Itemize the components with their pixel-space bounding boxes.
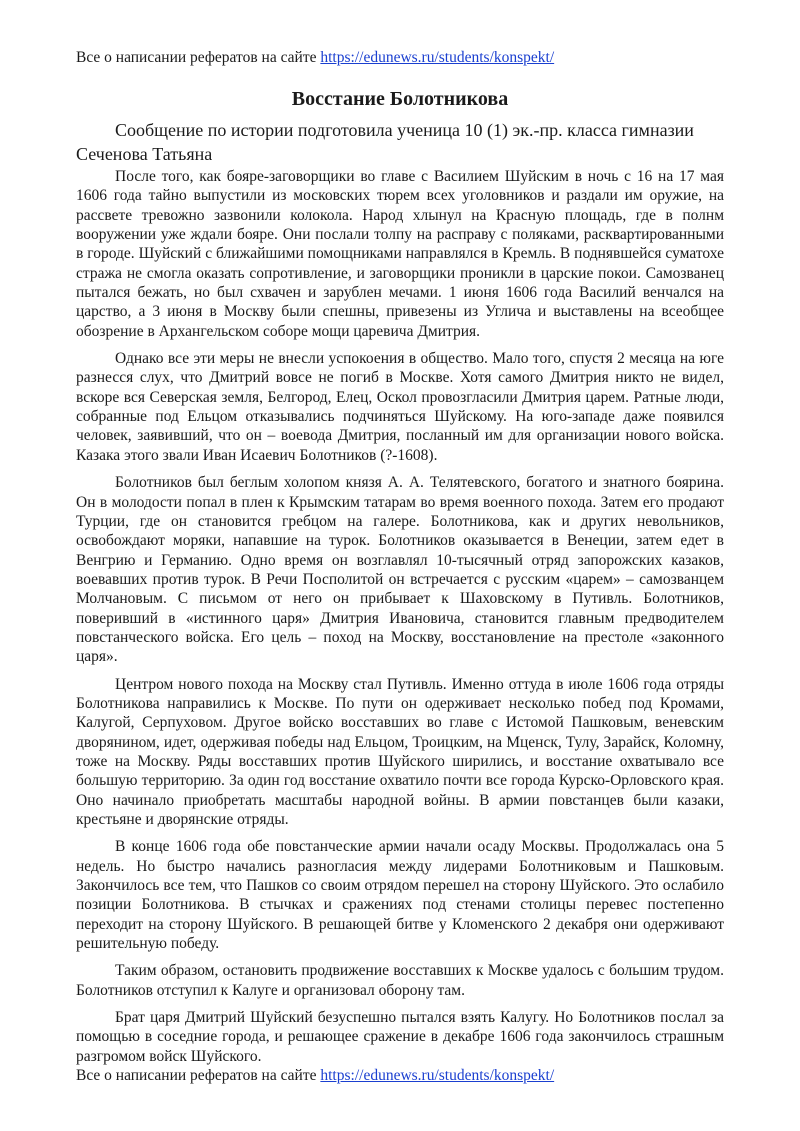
footer-text: Все о написании рефератов на сайте [76,1067,321,1084]
header-note [76,48,554,68]
paragraph: Однако все эти меры не внесли успокоения в общество. Мало того, спустя 2 месяца на юге разнесся слух, что Дмитрий вовсе не погиб в Москве. Хотя самого Дмитрия никто не видел, вскоре вся Северская земля, Белгород, Елец, Оскол провозгласили Дмитрия царем. Ратные люди, собранные под Ельцом отказывались подчиняться Шуйскому. На юго-западе даже появился человек, заявивший, что он – воевода Дмитрия, посланный им для организации нового войска. Казака этого звали Иван Исаевич Болотников (?-1608). [76,350,724,464]
header-link[interactable]: https://edunews.ru/students/konspekt/ [320,49,555,66]
footer-link[interactable]: https://edunews.ru/students/konspekt/ [320,1067,555,1084]
paragraph: Таким образом, остановить продвижение восставших к Москве удалось с большим трудом. Болотников отступил к Калуге и организовал оборону там. [76,962,724,999]
header-text: Все о написании рефератов на сайте [76,49,321,66]
paragraph: Болотников был беглым холопом князя А. А. Телятевского, богатого и знатного боярина. Он в молодости попал в плен к Крымским татарам во время военного похода. Затем его продают Турции, где он становится гребцом на галере. Болотникова, как и других невольников, освобождают моряки, напавшие на турок. Болотников оказывается в Венеции, затем едет в Венгрию и Германию. Одно время он возглавлял 10-тысячный отряд запорожских казаков, воевавших против турок. В Речи Посполитой он встречается с русским «царем» – самозванцем Молчановым. С письмом от него он прибывает к Шаховскому в Путивль. Болотников, поверивший в «истинного царя» Дмитрия Ивановича, становится главным предводителем повстанческого войска. Его цель – поход на Москву, восстановление на престоле «законного царя». [76,474,724,666]
paragraph: После того, как бояре-заговорщики во главе с Василием Шуйским в ночь с 16 на 17 мая 1606 года тайно выпустили из московских тюрем всех уголовников и раздали им оружие, на рассвете тревожно зазвонили колокола. Народ хлынул на Красную площадь, где в полнм вооружении уже ждали бояре. Они послали толпу на расправу с поляками, расквартированными в городе. Шуйский с ближайшими помощниками направлялся в Кремль. В поднявшейся суматохе стража не смогла оказать сопротивление, и заговорщики проникли в царские покои. Самозванец пытался бежать, но был схвачен и зарублен мечами. 1 июня 1606 года Василий венчался на царство, а 3 июня в Москву были спешны, привезены из Углича и выставлены на всеобщее обозрение в Архангельском соборе мощи царевича Дмитрия. [76,168,724,340]
paragraph: В конце 1606 года обе повстанческие армии начали осаду Москвы. Продолжалась она 5 недель. Но быстро начались разногласия между лидерами Болотниковым и Пашковым. Закончилось все тем, что Пашков со своим отрядом перешел на сторону Шуйского. Это ослабило позиции Болотникова. В стычках и сражениях под стенами столицы перевес постепенно переходит на сторону Шуйского. В решающей битве у Кломенского 2 декабря они одерживают решительную победу. [76,838,724,953]
paragraph: Брат царя Дмитрий Шуйский безуспешно пытался взять Калугу. Но Болотников послал за помощью в соседние города, и решающее сражение в декабре 1606 года закончилось страшным разгромом войск Шуйского. [76,1009,724,1065]
document-page [76,0,724,1131]
footer-note [76,1066,554,1086]
document-title: Восстание Болотникова [291,88,509,110]
document-body [76,167,724,1074]
paragraph: Центром нового похода на Москву стал Путивль. Именно оттуда в июле 1606 года отряды Болотникова направились к Москве. По пути он одерживает несколько побед под Кромами, Калугой, Серпуховом. Другое войско восставших во главе с Истомой Пашковым, веневским дворянином, идет, одерживая победы над Ельцом, Троицким, на Мценск, Тулу, Зарайск, Коломну, тоже на Москву. Ряды восставших против Шуйского ширились, и восстание охватывало все большую территорию. За один год восстание охватило почти все города Курско-Орловского края. Оно начинало приобретать масштабы народной войны. В армии повстанцев были казаки, крестьяне и дворянские отряды. [76,675,724,828]
document-subtitle: Сообщение по истории подготовила ученица 10 (1) эк.-пр. класса гимназии Сеченова Татьяна [76,120,694,164]
